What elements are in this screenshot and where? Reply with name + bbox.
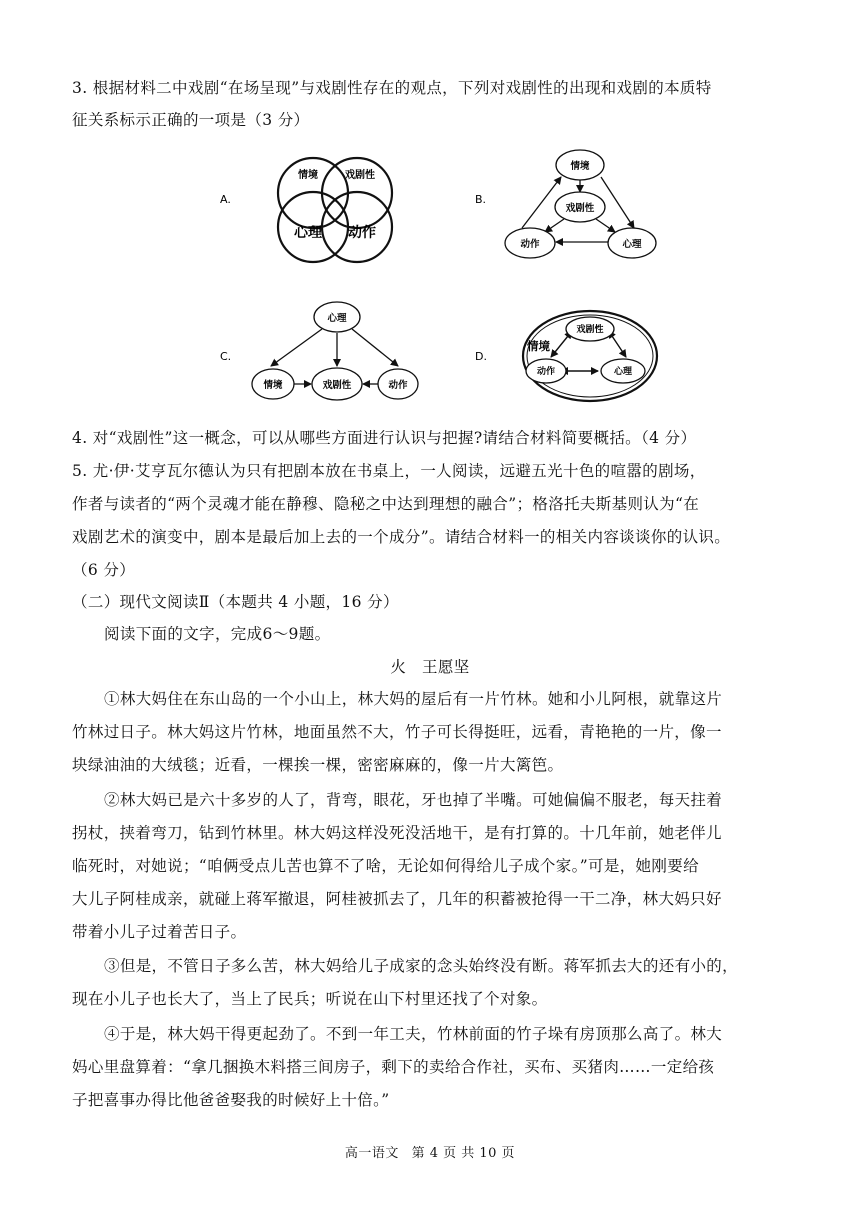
question-3-line-2: 征关系标示正确的一项是（3 分）	[72, 111, 310, 129]
paragraph-3-line-1: ③但是，不管日子多么苦，林大妈给儿子成家的念头始终没有断。蒋军抓去大的还有小的，	[104, 957, 739, 975]
option-b-text-center: 戏剧性	[565, 203, 595, 214]
option-d-text-top: 戏剧性	[576, 325, 604, 335]
option-a-diagram	[220, 158, 392, 262]
option-a-text-xinli: 心理	[294, 225, 322, 241]
story-title: 火 王愿坚	[390, 658, 470, 676]
option-c-diagram	[220, 302, 418, 400]
question-5-line-2: 作者与读者的“两个灵魂才能在静穆、隐秘之中达到理想的融合”；格洛托夫斯基则认为“在	[72, 495, 700, 513]
option-b-diagram	[475, 150, 656, 258]
paragraph-3-line-2: 现在小儿子也长大了，当上了民兵；听说在山下村里还找了个对象。	[72, 990, 548, 1008]
question-3-line-1: 3. 根据材料二中戏剧“在场呈现”与戏剧性存在的观点，下列对戏剧性的出现和戏剧的本质特	[72, 79, 712, 97]
question-5-line-4: （6 分）	[72, 561, 136, 579]
section-2-instruction: 阅读下面的文字，完成6～9题。	[104, 625, 331, 643]
question-5-line-1: 5. 尤·伊·艾亨瓦尔德认为只有把剧本放在书桌上，一人阅读，远避五光十色的喧嚣的剧场，	[72, 462, 706, 480]
option-d-text-outer: 情境	[527, 339, 550, 353]
paragraph-2-line-3: 临死时，对她说；“咱俩受点儿苦也算不了啥，无论如何得给儿子成个家。”可是，她刚要给	[72, 857, 699, 875]
footer-page-number: 第 4 页 共 10 页	[411, 1146, 516, 1161]
question-4-line-1: 4. 对“戏剧性”这一概念，可以从哪些方面进行认识与把握?请结合材料简要概括。（4 分）	[72, 429, 697, 447]
option-c-text-center: 戏剧性	[322, 380, 352, 391]
option-b-text-right: 心理	[622, 239, 642, 250]
paragraph-2-line-2: 拐杖，挟着弯刀，钻到竹林里。林大妈这样没死没活地干，是有打算的。十几年前，她老伴儿	[72, 824, 722, 842]
option-b-label: B.	[475, 193, 487, 206]
paragraph-4-line-1: ④于是，林大妈干得更起劲了。不到一年工夫，竹林前面的竹子垛有房顶那么高了。林大	[104, 1025, 723, 1043]
option-c-label: C.	[220, 350, 232, 363]
paragraph-1-line-2: 竹林过日子。林大妈这片竹林，地面虽然不大，竹子可长得挺旺，远看，青艳艳的一片，像一	[72, 723, 722, 741]
option-c-text-left: 情境	[263, 380, 283, 391]
option-a-text-xijuxing: 戏剧性	[345, 170, 375, 181]
option-b-text-left: 动作	[520, 239, 540, 250]
option-b-text-top: 情境	[570, 161, 590, 172]
option-d-diagram	[475, 311, 657, 401]
question-5-line-3: 戏剧艺术的演变中，剧本是最后加上去的一个成分”。请结合材料一的相关内容谈谈你的认识。	[72, 528, 731, 546]
option-a-label: A.	[220, 193, 231, 206]
paragraph-2-line-5: 带着小儿子过着苦日子。	[72, 923, 247, 941]
paragraph-1-line-3: 块绿油油的大绒毯；近看，一棵挨一棵，密密麻麻的，像一片大篱笆。	[72, 756, 564, 774]
paragraph-2-line-1: ②林大妈已是六十多岁的人了，背弯，眼花，牙也掉了半嘴。可她偏偏不服老，每天拄着	[104, 791, 723, 809]
option-c-text-right: 动作	[388, 380, 408, 391]
option-a-text-dongzuo: 动作	[348, 225, 376, 241]
section-2-heading: （二）现代文阅读Ⅱ（本题共 4 小题，16 分）	[72, 593, 399, 611]
option-diagrams	[0, 140, 860, 420]
option-c-text-top: 心理	[327, 313, 347, 324]
paragraph-1-line-1: ①林大妈住在东山岛的一个小山上，林大妈的屋后有一片竹林。她和小儿阿根，就靠这片	[104, 690, 723, 708]
paragraph-4-line-3: 子把喜事办得比他爸爸娶我的时候好上十倍。”	[72, 1091, 390, 1109]
page-footer	[0, 1142, 860, 1161]
paragraph-2-line-4: 大儿子阿桂成亲，就碰上蒋军撤退，阿桂被抓去了，几年的积蓄被抢得一干二净，林大妈只好	[72, 890, 722, 908]
option-d-text-right: 心理	[613, 367, 633, 377]
option-d-text-left: 动作	[536, 367, 556, 377]
paragraph-4-line-2: 妈心里盘算着：“拿几捆换木料搭三间房子，剩下的卖给合作社，买布、买猪肉……一定给孩	[72, 1058, 715, 1076]
option-a-text-qingjing: 情境	[298, 170, 318, 181]
option-d-label: D.	[475, 350, 487, 363]
footer-subject: 高一语文	[344, 1146, 399, 1161]
